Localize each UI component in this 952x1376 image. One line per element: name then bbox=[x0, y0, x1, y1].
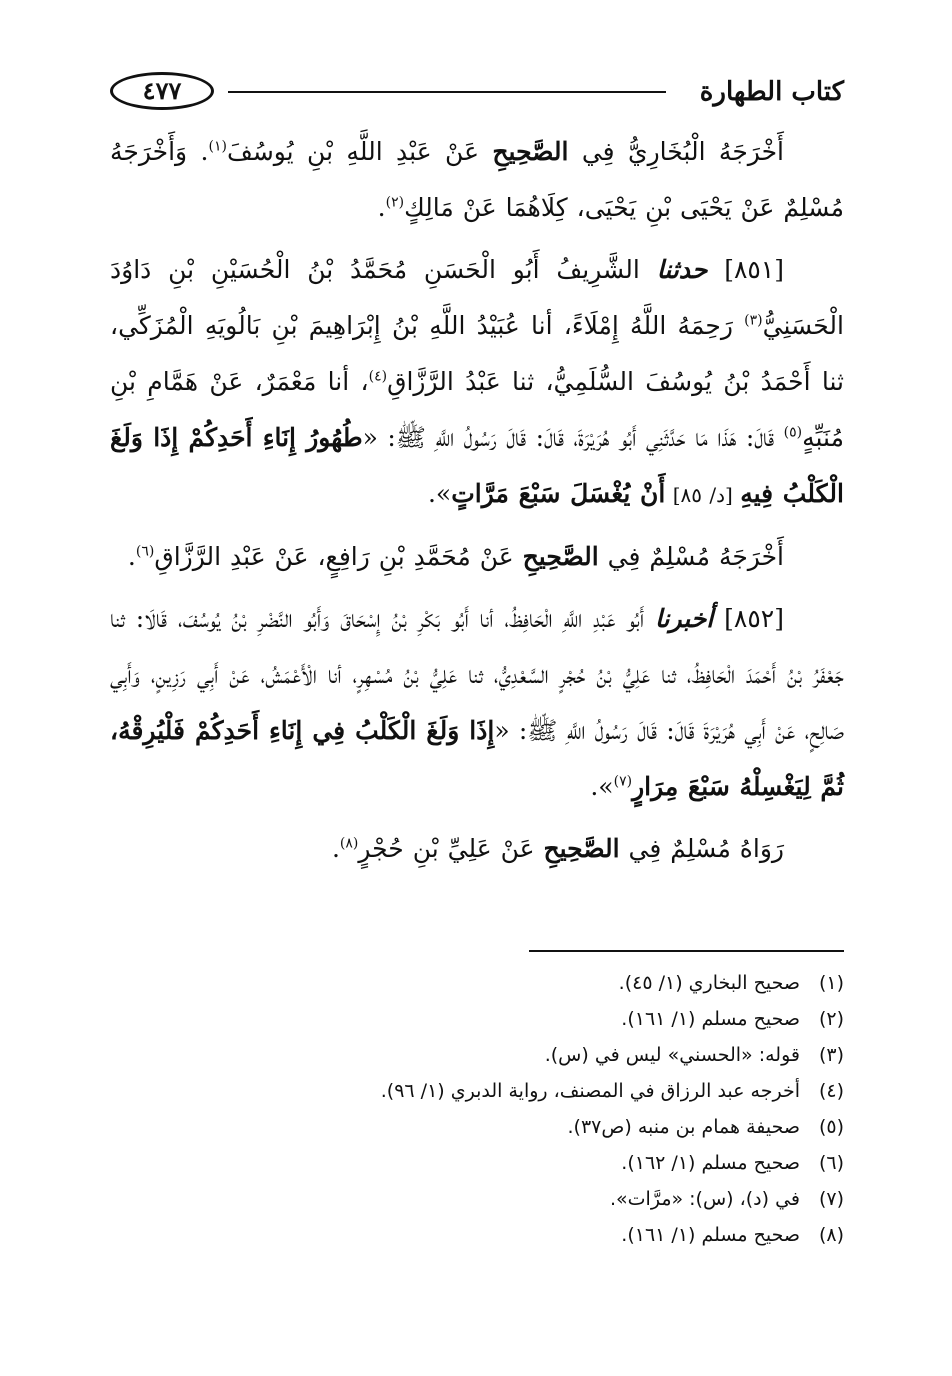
emphasized-text: إِذَا وَلَغَ الْكَلْبُ فِي إِنَاءِ أَحَدِكُمْ فَلْيُرِقْهُ، ثُمَّ لِيَغْسِلْهُ سَبْعَ مِرَارٍ bbox=[110, 716, 844, 801]
text-run: . bbox=[331, 834, 340, 863]
footnote-number: (٥) bbox=[818, 1116, 844, 1138]
footnote bbox=[110, 1112, 844, 1148]
footnote-ref: (٢) bbox=[385, 194, 405, 211]
footnote-text: في (د)، (س): «مرَّات». bbox=[610, 1188, 800, 1210]
source-paragraph bbox=[110, 821, 844, 877]
text-run: . وَأَخْرَجَهُ مُسْلِمٌ عَنْ يَحْيَى بْنِ يَحْيَى، كِلَاهُمَا عَنْ مَالِكٍ bbox=[110, 137, 844, 222]
footnote-text: صحيح البخاري (١/ ٤٥). bbox=[618, 972, 800, 994]
footnote-text: صحيفة همام بن منبه (ص٣٧). bbox=[567, 1116, 800, 1138]
footnote-number: (٢) bbox=[818, 1008, 844, 1030]
footnote bbox=[110, 1184, 844, 1220]
text-run: رَوَاهُ مُسْلِمٌ فِي bbox=[619, 834, 784, 863]
text-run: أَخْرَجَهُ مُسْلِمٌ فِي bbox=[598, 542, 784, 571]
emphasized-text: الصَّحِيحِ bbox=[522, 542, 599, 571]
text-run: . bbox=[127, 542, 136, 571]
manuscript-page-ref: [د/ ٨٥] bbox=[665, 483, 741, 507]
footnote-number: (١) bbox=[818, 972, 844, 994]
text-run: رَحِمَهُ اللَّهُ إِمْلَاءً، أنا عُبَيْدُ اللَّهِ بْنُ إِبْرَاهِيمَ بْنِ بَالُويَهِ الْمُزَكِّي، ثنا أَحْمَدُ بْنُ يُوسُفَ السُّلَمِيُّ، ثنا عَبْدُ الرَّزَّاقِ bbox=[110, 311, 845, 396]
text-run: [٨٥١] bbox=[707, 255, 785, 284]
footnote bbox=[110, 968, 844, 1004]
footnote-separator bbox=[529, 950, 844, 952]
footnote-ref: (١) bbox=[208, 138, 227, 155]
footnote-ref: (٤) bbox=[368, 368, 388, 385]
footnote bbox=[110, 1040, 844, 1076]
main-text bbox=[110, 124, 844, 883]
footnote-number: (٨) bbox=[818, 1224, 844, 1246]
footnote bbox=[110, 1148, 844, 1184]
transmission-term: أخبرنا bbox=[654, 604, 714, 633]
footnote-ref: (٣) bbox=[744, 312, 763, 329]
page-number: ٤٧٧ bbox=[110, 72, 214, 110]
text-run: [٨٥٢] bbox=[713, 604, 784, 633]
text-run: عَنْ مُحَمَّدِ بْنِ رَافِعٍ، عَنْ عَبْدِ الرَّزَّاقِ bbox=[154, 542, 523, 571]
footnote-ref: (٥) bbox=[783, 424, 803, 441]
footnote-text: صحيح مسلم (١/ ١٦٢). bbox=[621, 1152, 800, 1174]
running-header bbox=[110, 70, 844, 116]
source-paragraph bbox=[110, 529, 844, 585]
transmission-term: حدثنا bbox=[656, 255, 708, 284]
footnote-ref: (٧) bbox=[613, 773, 633, 790]
emphasized-text: طُهُورُ إِنَاءِ أَحَدِكُمْ إِذَا وَلَغَ الْكَلْبُ فِيهِ bbox=[110, 423, 844, 508]
emphasized-text: أَنْ يُغْسَلَ سَبْعَ مَرَّاتٍ bbox=[451, 479, 666, 508]
text-run: قَالَ: هَذَا مَا حَدَّثَنِي أَبُو هُرَيْرَةَ، قَالَ: قَالَ رَسُولُ اللَّهِ ﷺ: « bbox=[362, 423, 784, 452]
hadith-paragraph bbox=[110, 591, 844, 815]
text-run: . bbox=[377, 193, 386, 222]
text-run: ، أنا مَعْمَرٌ، عَنْ هَمَّامِ بْنِ مُنَبِّهٍ bbox=[110, 367, 844, 452]
footnote-ref: (٨) bbox=[339, 835, 359, 852]
book-title: كتاب الطهارة bbox=[699, 77, 844, 107]
emphasized-text: الصَّحِيحِ bbox=[492, 137, 569, 166]
text-run: عَنْ عَلِيِّ بْنِ حُجْرٍ bbox=[358, 834, 544, 863]
footnote-text: قوله: «الحسني» ليس في (س). bbox=[544, 1044, 800, 1066]
footnote bbox=[110, 1076, 844, 1112]
header-rule bbox=[228, 91, 666, 93]
footnote-number: (٤) bbox=[818, 1080, 844, 1102]
footnote-text: صحيح مسلم (١/ ١٦١). bbox=[621, 1224, 800, 1246]
footnote-number: (٦) bbox=[818, 1152, 844, 1174]
text-run: الشَّرِيفُ أَبُو الْحَسَنِ مُحَمَّدُ بْنُ الْحُسَيْنِ بْنِ دَاوُدَ الْحَسَنِيُّ bbox=[110, 255, 844, 340]
footnote-number: (٣) bbox=[818, 1044, 844, 1066]
source-paragraph bbox=[110, 124, 844, 236]
footnote bbox=[110, 1004, 844, 1040]
footnote-ref: (٦) bbox=[135, 543, 155, 560]
footnote-number: (٧) bbox=[818, 1188, 844, 1210]
text-run: أَخْرَجَهُ الْبُخَارِيُّ فِي bbox=[568, 137, 784, 166]
text-run: ». bbox=[590, 772, 614, 801]
footnotes-list bbox=[110, 968, 844, 1256]
hadith-paragraph bbox=[110, 242, 844, 523]
text-run: أَبُو عَبْدِ اللَّهِ الْحَافِظُ، أنا أَبُو بَكْرِ بْنُ إِسْحَاقَ وَأَبُو النَّضْرِ بْنُ يُوسُفَ، قَالَا: ثنا جَعْفَرُ بْنُ أَحْمَدَ الْحَافِظُ، ثنا عَلِيُّ بْنُ حُجْرٍ السَّعْدِيُّ، ثنا عَلِيُّ بْنُ مُسْهِرٍ، أنا الْأَعْمَشُ، عَنْ أَبِي رَزِينٍ، وَأَبِي صَالِحٍ، عَنْ أَبِي هُرَيْرَةَ قَالَ: قَالَ رَسُولُ اللَّهِ ﷺ: « bbox=[110, 604, 844, 745]
emphasized-text: الصَّحِيحِ bbox=[543, 834, 620, 863]
footnote-text: صحيح مسلم (١/ ١٦١). bbox=[621, 1008, 800, 1030]
text-run: عَنْ عَبْدِ اللَّهِ بْنِ يُوسُفَ bbox=[226, 137, 493, 166]
footnote bbox=[110, 1220, 844, 1256]
text-run: ». bbox=[427, 479, 452, 508]
footnote-text: أخرجه عبد الرزاق في المصنف، رواية الدبري (١/ ٩٦). bbox=[380, 1080, 800, 1102]
